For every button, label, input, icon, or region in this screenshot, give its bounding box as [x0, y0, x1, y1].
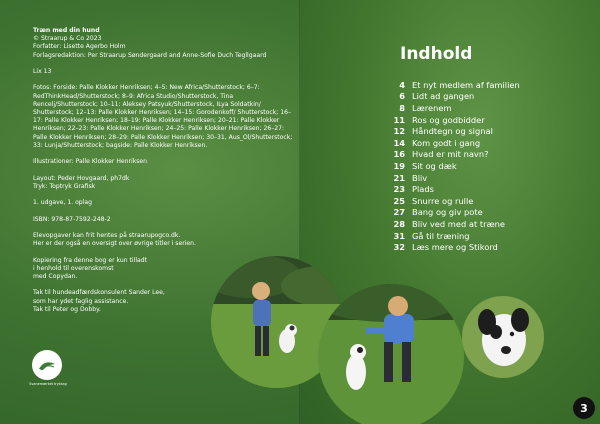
- photo-illustration: [462, 296, 544, 378]
- toc-item: [385, 114, 585, 126]
- toc-item: [385, 79, 585, 91]
- toc-page-number: 8: [399, 102, 405, 113]
- toc-page-number: 32: [393, 242, 405, 253]
- swan-icon: [37, 358, 57, 372]
- toc-item: [385, 172, 585, 184]
- toc-item: [385, 207, 585, 219]
- print-credit: Tryk: Toptryk Grafisk: [33, 182, 96, 190]
- toc-label: Gå til træning: [412, 230, 470, 241]
- toc-label: Kom godt i gang: [412, 137, 481, 148]
- toc-page-number: 12: [393, 126, 405, 137]
- editors: Forlagsredaktion: Per Straarup Søndergaard and Anne-Sofie Duch Tegllgaard: [33, 51, 267, 59]
- toc-page-number: 23: [393, 184, 405, 195]
- toc-item: [385, 91, 585, 103]
- toc-page-number: 31: [393, 230, 405, 241]
- photo-illustration: [318, 284, 464, 424]
- page-number-badge: 3: [573, 397, 595, 419]
- toc-label: Snurre og rulle: [412, 195, 474, 206]
- ecolabel-caption: Svanemærket tryksag: [29, 382, 67, 386]
- isbn: ISBN: 978-87-7592-248-2: [33, 215, 111, 223]
- toc-label: Plads: [412, 184, 434, 195]
- toc-page-number: 21: [393, 172, 405, 183]
- toc-item: [385, 230, 585, 242]
- toc-page-number: 28: [393, 218, 405, 229]
- toc-label: Bliv: [412, 172, 428, 183]
- toc-item: [385, 160, 585, 172]
- toc-page-number: 27: [393, 207, 405, 218]
- toc-item: [385, 183, 585, 195]
- toc-page-number: 6: [399, 91, 405, 102]
- copy-line-1: Kopiering fra denne bog er kun tilladt: [33, 256, 148, 264]
- copy-line-2: i henhold til overenskomst: [33, 264, 114, 272]
- toc-label: Sit og dæk: [412, 160, 457, 171]
- toc-label: Et nyt medlem af familien: [412, 79, 520, 90]
- layout-credit: Layout: Peder Hovgaard, ph7dk: [33, 174, 130, 182]
- thanks-line-2: som har ydet faglig assistance.: [33, 297, 129, 305]
- toc-item: [385, 149, 585, 161]
- toc-label: Lærenem: [412, 102, 452, 113]
- toc-label: Ros og godbidder: [412, 114, 485, 125]
- photo-dog-portrait: [462, 296, 544, 378]
- toc-item: [385, 241, 585, 253]
- copyright: © Straarup & Co 2023: [33, 35, 102, 43]
- exercises-line-2: Her er der også en oversigt over øvrige titler i serien.: [33, 240, 196, 248]
- copy-line-3: med Copydan.: [33, 272, 78, 280]
- toc-item: [385, 195, 585, 207]
- author: Forfatter: Lisette Agerbo Holm: [33, 43, 126, 51]
- toc-page-number: 4: [399, 79, 405, 90]
- toc-page-number: 16: [393, 149, 405, 160]
- toc-item: [385, 218, 585, 230]
- toc-page-number: 19: [393, 160, 405, 171]
- table-of-contents: [385, 79, 585, 253]
- swan-ecolabel: [28, 350, 68, 396]
- illustrations: Illustrationer: Palle Klokker Henriksen: [33, 158, 148, 166]
- thanks-line-3: Tak til Peter og Dobby.: [33, 305, 101, 313]
- toc-page-number: 14: [393, 137, 405, 148]
- toc-label: Hvad er mit navn?: [412, 149, 489, 160]
- toc-label: Læs mere og Stikord: [412, 242, 498, 253]
- toc-page-number: 11: [393, 114, 405, 125]
- toc-item: [385, 137, 585, 149]
- toc-label: Lidt ad gangen: [412, 91, 475, 102]
- photo-credits: Fotos: Forside: Palle Klokker Henriksen; 4–5: New Africa/Shutterstock; 6–7: RedThinkHead/Shutterstock; 8–9: Africa Studio/Shutterstock, Tina Rencelj/Shutterstock; 10–11: Aleksey Patsyuk/Shutterstock, ILya Soldatkin/ Shutterstock; 12–13: Palle Klokker Henriksen; 14–15: Gorodenkoff/ Shutterstock; 16–17: Palle Klokker Henriksen; 18–19: Palle Klokker Henriksen; 20–21: Palle Klokker Henriksen; 22–23: Palle Klokker Henriksen; 24–25: Palle Klokker Henriksen; 26–27: Palle Klokker Henriksen; 28–29: Palle Klokker Henriksen; 30–31, Aus_Ol/Shutterstock; 33: Lunja/Shutterstock; bagside: Palle Klokker Henriksen.: [33, 84, 293, 149]
- edition: 1. udgave, 1. oplag: [33, 199, 92, 207]
- thanks-line-1: Tak til hundeadfærdskonsulent Sander Lee,: [33, 289, 165, 297]
- toc-label: Bang og giv pote: [412, 207, 483, 218]
- exercises-line-1: Elevopgaver kan frit hentes på straarupogco.dk.: [33, 231, 181, 239]
- toc-item: [385, 125, 585, 137]
- toc-heading: Indhold: [400, 44, 473, 64]
- photo-boy-giving-treat: [318, 284, 464, 424]
- book-title: Træn med din hund: [33, 27, 100, 34]
- toc-label: Håndtegn og signal: [412, 126, 493, 137]
- toc-page-number: 25: [393, 195, 405, 206]
- toc-label: Bliv ved med at træne: [412, 218, 506, 229]
- toc-item: [385, 102, 585, 114]
- lix: Lix 13: [33, 68, 52, 75]
